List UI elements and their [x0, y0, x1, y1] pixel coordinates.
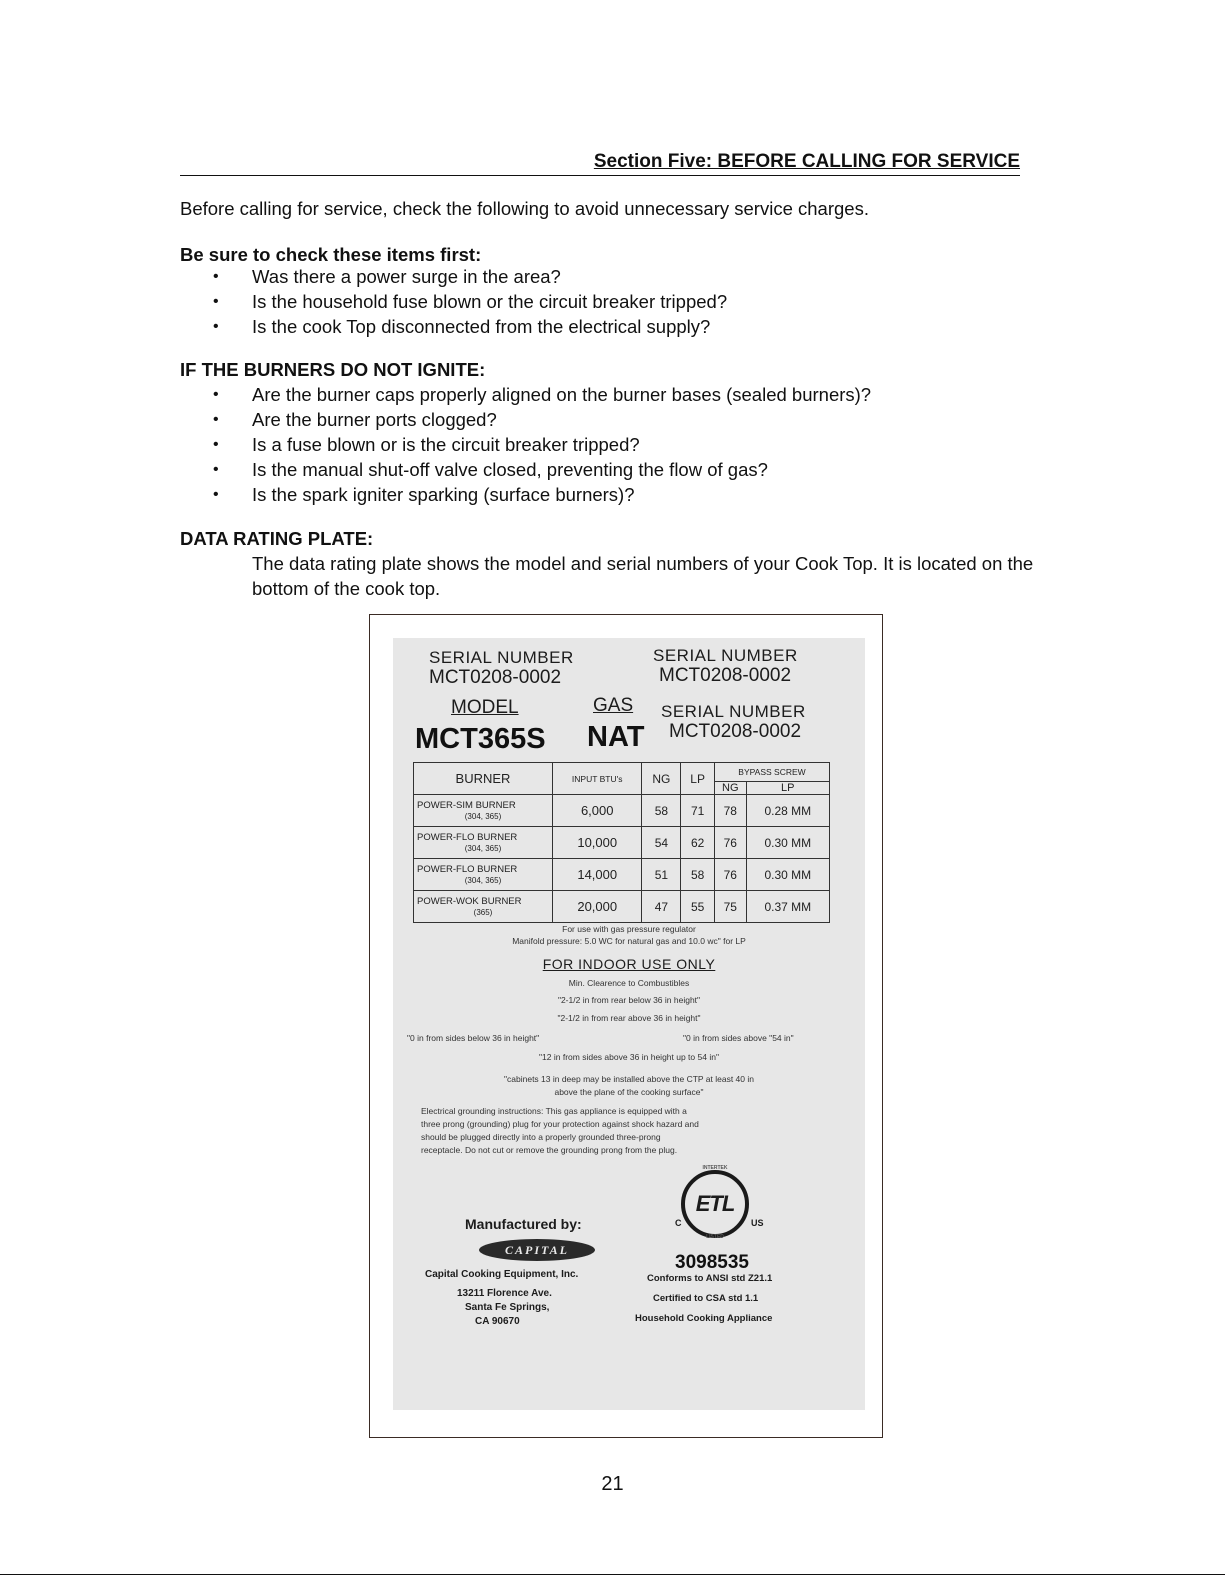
- lp-cell: 55: [681, 891, 715, 923]
- burner-table: [413, 762, 830, 923]
- header-btu: INPUT BTU's: [553, 763, 642, 795]
- cabinets-line: above the plane of the cooking surface": [554, 1087, 704, 1097]
- regulator-line: Manifold pressure: 5.0 WC for natural gas and 10.0 wc" for LP: [512, 936, 746, 946]
- header-bypass-ng: NG: [714, 782, 746, 795]
- list-item: • Is a fuse blown or is the circuit breaker tripped?: [213, 432, 871, 457]
- list-item: • Is the manual shut-off valve closed, preventing the flow of gas?: [213, 457, 871, 482]
- electrical-line: three prong (grounding) plug for your protection against shock hazard and: [421, 1119, 699, 1129]
- btu-cell: 20,000: [553, 891, 642, 923]
- serial-label: SERIAL NUMBER: [653, 646, 798, 665]
- rating-plate-text: The data rating plate shows the model and serial numbers of your Cook Top. It is located on the bottom of the cook top.: [252, 553, 1034, 599]
- list-item: • Are the burner ports clogged?: [213, 407, 871, 432]
- ng-cell: 58: [642, 795, 681, 827]
- burner-name: POWER-WOK BURNER (365): [414, 891, 553, 923]
- etl-ring-bottom-text: LISTED: [706, 1234, 724, 1240]
- cabinets-line: "cabinets 13 in deep may be installed above the CTP at least 40 in: [504, 1074, 754, 1084]
- btu-cell: 14,000: [553, 859, 642, 891]
- bypass-lp-cell: 0.37 MM: [746, 891, 829, 923]
- electrical-line: receptacle. Do not cut or remove the grounding prong from the plug.: [421, 1145, 678, 1155]
- ng-cell: 51: [642, 859, 681, 891]
- list-item: • Are the burner caps properly aligned on the burner bases (sealed burners)?: [213, 382, 871, 407]
- ng-cell: 47: [642, 891, 681, 923]
- header-bypass-lp: LP: [746, 782, 829, 795]
- serial-label: SERIAL NUMBER: [661, 702, 806, 721]
- serial-value: MCT0208-0002: [669, 721, 802, 742]
- header-lp: LP: [681, 763, 715, 795]
- certified-line: Certified to CSA std 1.1: [653, 1293, 759, 1304]
- table-row: [414, 795, 830, 827]
- page-number: 21: [601, 1473, 624, 1495]
- footer-divider: [0, 1574, 1225, 1575]
- bypass-lp-cell: 0.30 MM: [746, 859, 829, 891]
- regulator-line: For use with gas pressure regulator: [562, 924, 696, 934]
- address-line: CA 90670: [475, 1316, 520, 1327]
- gas-value: NAT: [587, 721, 645, 753]
- btu-cell: 10,000: [553, 827, 642, 859]
- bypass-ng-cell: 78: [714, 795, 746, 827]
- serial-value: MCT0208-0002: [429, 667, 562, 688]
- conforms-line: Conforms to ANSI std Z21.1: [647, 1273, 773, 1284]
- clearance-title: Min. Clearence to Combustibles: [568, 978, 690, 988]
- table-header-row: [414, 763, 830, 782]
- check-first-list: [213, 264, 727, 339]
- capital-logo: CAPITAL: [479, 1239, 595, 1261]
- model-value: MCT365S: [415, 723, 546, 755]
- electrical-line: should be plugged directly into a properly grounded three-prong: [421, 1132, 661, 1142]
- no-ignite-heading: IF THE BURNERS DO NOT IGNITE:: [180, 359, 486, 380]
- lp-cell: 71: [681, 795, 715, 827]
- etl-c-label: C: [675, 1218, 682, 1228]
- address-line: Santa Fe Springs,: [465, 1302, 550, 1313]
- rating-plate-image: [393, 638, 865, 1410]
- bypass-ng-cell: 76: [714, 859, 746, 891]
- manufactured-by-label: Manufactured by:: [465, 1216, 582, 1232]
- etl-listed-mark: ETL: [681, 1170, 749, 1238]
- ng-cell: 54: [642, 827, 681, 859]
- burner-name: POWER-FLO BURNER (304, 365): [414, 827, 553, 859]
- household-line: Household Cooking Appliance: [635, 1313, 773, 1324]
- bypass-ng-cell: 75: [714, 891, 746, 923]
- rating-plate-heading: DATA RATING PLATE:: [180, 528, 374, 549]
- btu-cell: 6,000: [553, 795, 642, 827]
- header-bypass: BYPASS SCREW: [714, 763, 829, 782]
- serial-label: SERIAL NUMBER: [429, 648, 574, 667]
- header-ng: NG: [642, 763, 681, 795]
- lp-cell: 62: [681, 827, 715, 859]
- sides-left-line: "0 in from sides below 36 in height": [407, 1033, 540, 1043]
- list-item: • Is the household fuse blown or the circuit breaker tripped?: [213, 289, 727, 314]
- bypass-lp-cell: 0.30 MM: [746, 827, 829, 859]
- burner-name: POWER-SIM BURNER (304, 365): [414, 795, 553, 827]
- burner-name: POWER-FLO BURNER (304, 365): [414, 859, 553, 891]
- table-row: [414, 827, 830, 859]
- clearance-line: "2-1/2 in from rear above 36 in height": [557, 1013, 701, 1023]
- intro-text: Before calling for service, check the following to avoid unnecessary service charges.: [180, 198, 869, 219]
- lp-cell: 58: [681, 859, 715, 891]
- list-item: • Was there a power surge in the area?: [213, 264, 727, 289]
- section-title: Section Five: BEFORE CALLING FOR SERVICE: [593, 151, 1020, 172]
- etl-us-label: US: [751, 1218, 764, 1228]
- gas-label: GAS: [593, 695, 634, 716]
- address-line: 13211 Florence Ave.: [457, 1288, 552, 1299]
- etl-ring-top-text: INTERTEK: [702, 1165, 728, 1171]
- no-ignite-list: [213, 382, 871, 507]
- bypass-ng-cell: 76: [714, 827, 746, 859]
- table-row: [414, 891, 830, 923]
- etl-control-number: 3098535: [675, 1252, 749, 1273]
- sides-right-line: "0 in from sides above "54 in": [683, 1033, 794, 1043]
- indoor-use-label: FOR INDOOR USE ONLY: [542, 956, 716, 972]
- bypass-lp-cell: 0.28 MM: [746, 795, 829, 827]
- company-name: Capital Cooking Equipment, Inc.: [425, 1269, 579, 1280]
- table-row: [414, 859, 830, 891]
- model-label: MODEL: [451, 697, 519, 718]
- sides-12-line: "12 in from sides above 36 in height up to 54 in": [539, 1052, 719, 1062]
- list-item: • Is the cook Top disconnected from the electrical supply?: [213, 314, 727, 339]
- serial-value: MCT0208-0002: [659, 665, 792, 686]
- list-item: • Is the spark igniter sparking (surface burners)?: [213, 482, 871, 507]
- electrical-line: Electrical grounding instructions: This gas appliance is equipped with a: [421, 1106, 687, 1116]
- clearance-line: "2-1/2 in from rear below 36 in height": [557, 995, 701, 1005]
- check-first-heading: Be sure to check these items first:: [180, 244, 482, 265]
- section-header: [180, 147, 1020, 176]
- header-burner: BURNER: [414, 763, 553, 795]
